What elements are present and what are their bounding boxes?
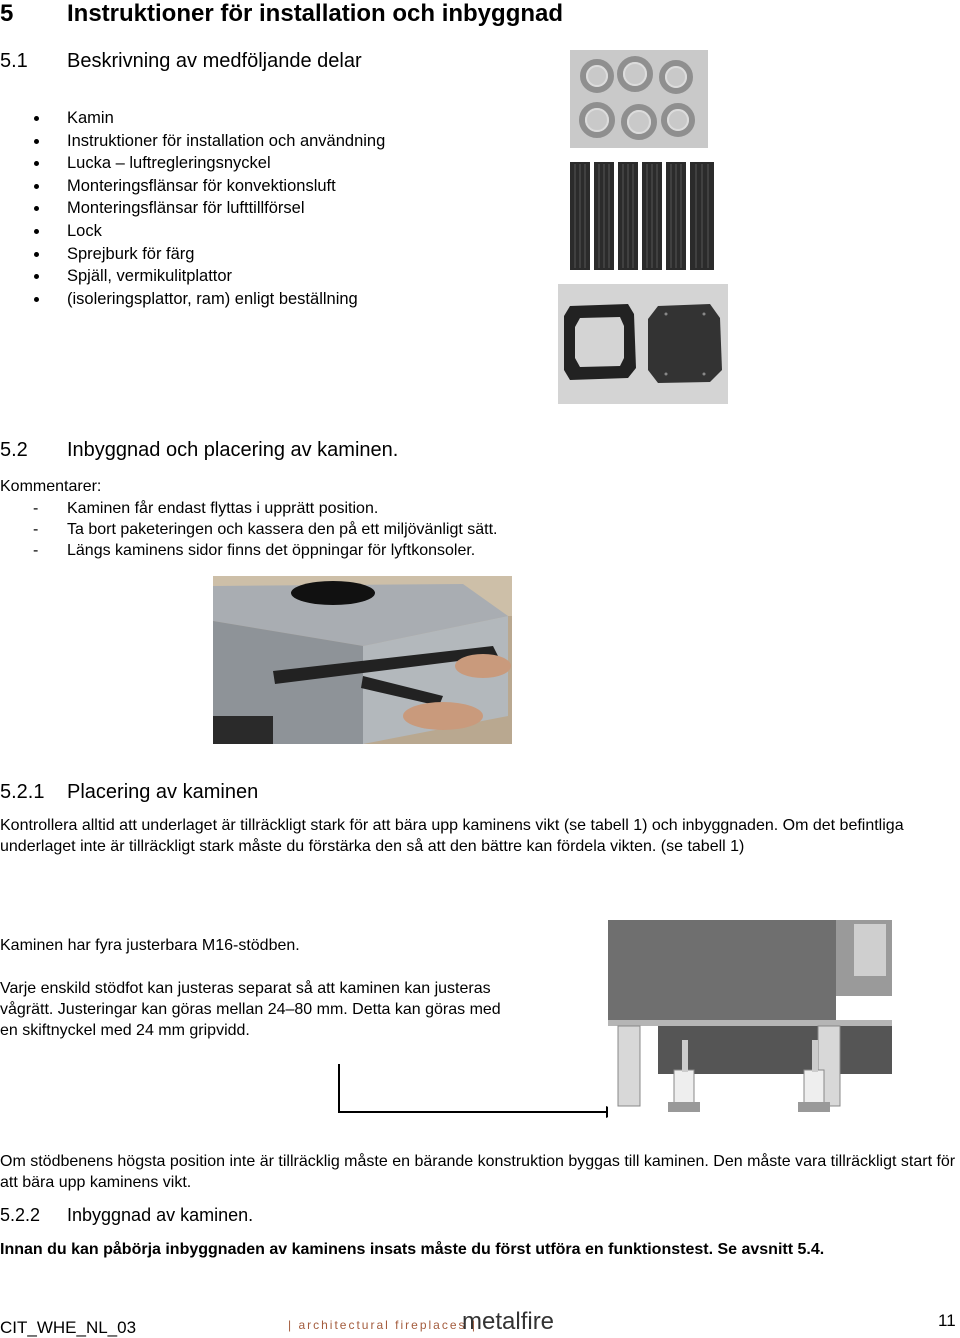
section-number: 5.1 (0, 50, 28, 72)
page-number: 11 (938, 1311, 956, 1330)
adjustment-paragraph: Varje enskild stödfot kan justeras separat så att kaminen kan justeras vågrätt. Justeringar kan göras mellan 24–80 mm. Detta kan göras med en skiftnyckel med 24 mm gripvidd. (0, 980, 501, 1039)
list-item: - Längs kaminens sidor finns det öppningar för lyftkonsoler. (33, 542, 476, 559)
bullet-icon (34, 139, 39, 144)
bullet-icon (34, 206, 39, 211)
comments-list (0, 498, 600, 561)
arrow-icon (336, 1060, 626, 1120)
section-number: 5.2.2 (0, 1205, 41, 1225)
chapter-heading (0, 0, 563, 28)
bullet-icon (34, 252, 39, 257)
section-number: 5.2 (0, 439, 28, 461)
list-item: Instruktioner för installation och användning (0, 130, 540, 153)
lifting-stove-photo (213, 576, 512, 744)
section-5-1-heading (0, 50, 362, 73)
section-title: Placering av kaminen (67, 781, 259, 803)
included-parts-list (0, 107, 540, 310)
brand-logo: metalfire (462, 1308, 555, 1335)
list-item: Monteringsflänsar för konvektionsluft (0, 175, 540, 198)
list-item: Kamin (0, 107, 540, 130)
bullet-icon (34, 274, 39, 279)
list-item: - Ta bort paketeringen och kassera den på ett miljövänligt sätt. (33, 521, 498, 538)
load-bearing-paragraph: Om stödbenens högsta position inte är tillräcklig måste en bärande konstruktion byggas till kaminen. Den måste vara tillräckligt start för att bära upp kaminens vikt. (0, 1153, 956, 1191)
list-item: Lock (0, 220, 540, 243)
section-title: Inbyggnad och placering av kaminen. (67, 439, 399, 461)
bullet-icon (34, 184, 39, 189)
stove-legs-drawing (608, 920, 892, 1120)
dash-icon: - (33, 500, 39, 517)
placement-paragraph: Kontrollera alltid att underlaget är tillräckligt stark för att bära upp kaminens vikt (se tabell 1) och inbyggnaden. Om det befintliga underlaget inte är tillräckligt stark måste du förstärka den så att den bättre kan fördela vikten. (se tabell 1) (0, 817, 904, 855)
bullet-icon (34, 161, 39, 166)
list-item: (isoleringsplattor, ram) enligt beställning (0, 288, 540, 311)
section-title: Beskrivning av medföljande delar (67, 50, 362, 72)
list-item: Spjäll, vermikulitplattor (0, 265, 540, 288)
function-test-notice: Innan du kan påbörja inbyggnaden av kaminens insats måste du först utföra en funktionstest. Se avsnitt 5.4. (0, 1241, 825, 1258)
list-item: Lucka – luftregleringsnyckel (0, 152, 540, 175)
section-title: Inbyggnad av kaminen. (67, 1205, 254, 1225)
support-legs-paragraph: Kaminen har fyra justerbara M16-stödben. (0, 937, 300, 954)
dash-icon: - (33, 542, 39, 559)
section-5-2-heading (0, 439, 398, 462)
list-item: - Kaminen får endast flyttas i upprätt position. (33, 500, 379, 517)
chapter-title: Instruktioner för installation och inbyggnad (67, 0, 564, 27)
bullet-icon (34, 297, 39, 302)
list-item: Sprejburk för färg (0, 243, 540, 266)
bullet-icon (34, 229, 39, 234)
vermiculite-plates-photo (568, 158, 720, 272)
bullet-icon (34, 116, 39, 121)
list-item: Monteringsflänsar för lufttillförsel (0, 197, 540, 220)
brand-tagline: | architectural fireplaces | (288, 1318, 477, 1332)
flange-rings-photo (570, 50, 708, 148)
section-5-2-2-heading (0, 1205, 253, 1226)
chapter-number: 5 (0, 0, 14, 27)
frame-and-plate-photo (558, 284, 728, 404)
comment-label: Kommentarer: (0, 478, 102, 495)
section-5-2-1-heading (0, 781, 258, 804)
dash-icon: - (33, 521, 39, 538)
section-number: 5.2.1 (0, 781, 45, 803)
document-code: CIT_WHE_NL_03 (0, 1318, 137, 1337)
